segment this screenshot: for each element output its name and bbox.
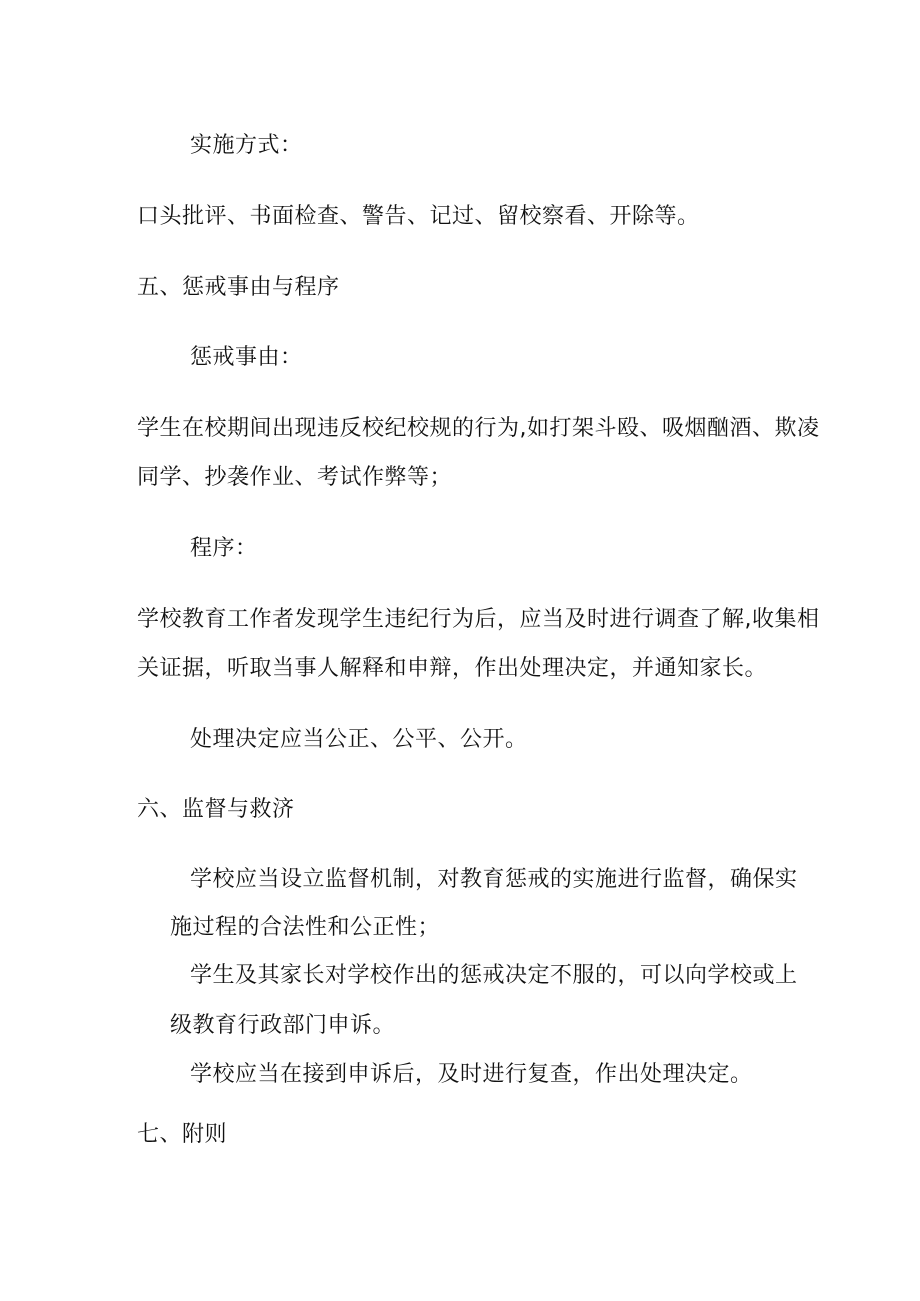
disciplinary-reasons-text-line-2: 同学、抄袭作业、考试作弊等； (137, 465, 453, 490)
disciplinary-reasons-text-line-1: 学生在校期间出现违反校纪校规的行为,如打架斗殴、吸烟酗酒、欺凌 (137, 416, 820, 441)
implementation-method-text: 口头批评、书面检查、警告、记过、留校察看、开除等。 (137, 204, 700, 229)
disciplinary-reasons-label: 惩戒事由： (190, 345, 303, 370)
section-six-heading: 六、监督与救济 (137, 797, 295, 822)
supervision-text-line-2: 施过程的合法性和公正性； (170, 915, 441, 940)
review-text: 学校应当在接到申诉后，及时进行复查，作出处理决定。 (190, 1062, 753, 1087)
procedure-text-line-1: 学校教育工作者发现学生违纪行为后，应当及时进行调查了解,收集相 (137, 607, 820, 632)
supervision-text-line-1: 学校应当设立监督机制，对教育惩戒的实施进行监督，确保实 (190, 867, 798, 892)
appeal-text-line-2: 级教育行政部门申诉。 (170, 1013, 396, 1038)
section-five-heading: 五、惩戒事由与程序 (137, 275, 340, 300)
decision-principle-text: 处理决定应当公正、公平、公开。 (190, 727, 528, 752)
procedure-label: 程序： (190, 536, 258, 561)
section-seven-heading: 七、附则 (137, 1122, 228, 1147)
procedure-text-line-2: 关证据，听取当事人解释和申辩，作出处理决定，并通知家长。 (137, 656, 768, 681)
appeal-text-line-1: 学生及其家长对学校作出的惩戒决定不服的，可以向学校或上 (190, 963, 798, 988)
implementation-method-label: 实施方式： (190, 133, 303, 158)
